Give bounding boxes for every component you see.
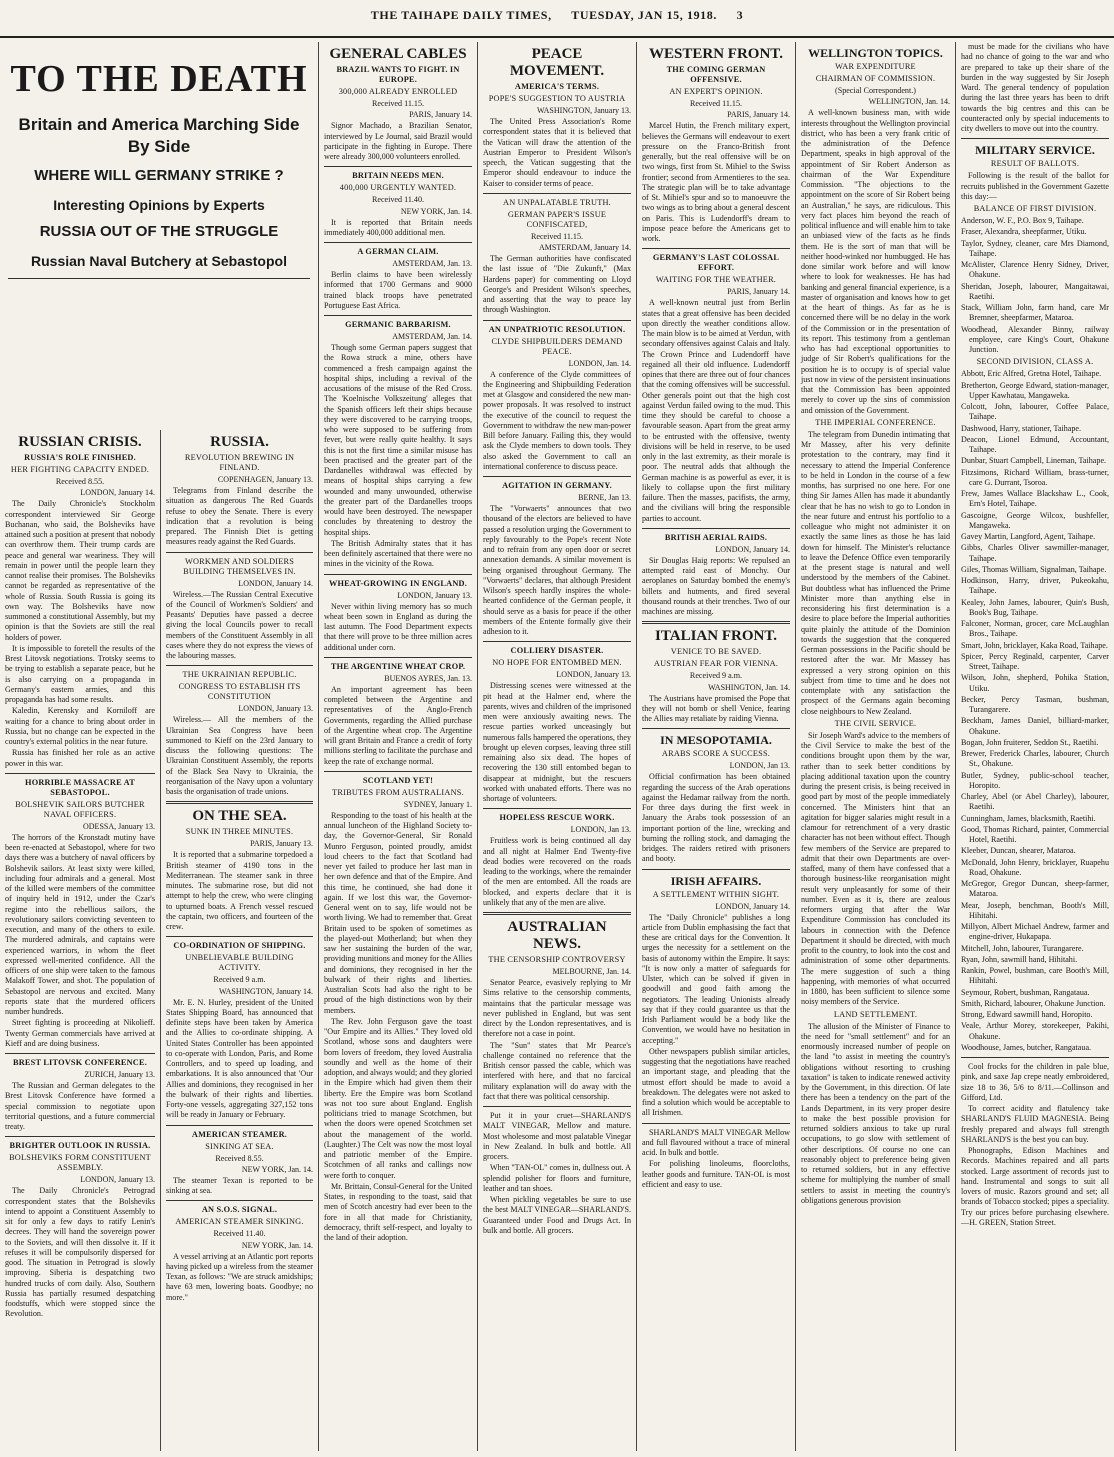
divider bbox=[642, 248, 790, 249]
paragraph: The Daily Chronicle's Stockholm correspondent interviewed Sir George Buchanan, who said, the Bolsheviks have attained such a position at present that nobody can overthrow them. Their trump cards are peace and general war weariness. They will remain in power until the people learn they cannot realise their promises. The Bolsheviks cannot be regarded as representative of the whole of Russia. South Russia is going its own way. The Bolsheviks have now summoned a constitutional Assembly, but my opinion is that the Soviets are still the real holders of power. bbox=[5, 499, 155, 642]
article-heading: GENERAL CABLES bbox=[329, 46, 467, 62]
issue-date: TUESDAY, JAN 15, 1918. bbox=[571, 8, 717, 22]
lead-subhead-5: Russian Naval Butchery at Sebastopol bbox=[31, 253, 287, 269]
ballot-entry: Gavey Martin, Langford, Agent, Taihape. bbox=[961, 532, 1096, 541]
article-heading: IN MESOPOTAMIA. bbox=[660, 733, 772, 748]
paragraph: Sir Douglas Haig reports: We repulsed an attempted raid east of Monchy. Our aeroplanes on Saturday bombed the enemy's billets and hutments, and fired several thousand rounds at their trenches. Two of our machines are missing. bbox=[642, 555, 790, 616]
divider bbox=[642, 1123, 790, 1124]
paragraph: It is reported that a submarine torpedoed a British steamer of 4190 tons in the Mediterranean. The steamer sank in three minutes. The submarine rose, but did not attempt to help the crew, who were clinging to upturned boats. A French vessel rescued the captain, two officers, and fourteen of the crew. bbox=[166, 850, 313, 931]
paragraph: Official confirmation has been obtained regarding the success of the Arab operations against the Hedamar railway from the north. For three days during the first week in January the Arabs took possession of an important portion of the line, wrecking and burning the rolling stock, and damaging the bridges. The raiders retired with prisoners and booty. bbox=[642, 772, 790, 864]
dateline: PARIS, January 14. bbox=[727, 110, 790, 120]
masthead bbox=[0, 8, 1114, 38]
ballot-entry: Seymour, Robert, bushman, Rangataua. bbox=[961, 987, 1090, 997]
article-subheading: CONGRESS TO ESTABLISH ITS CONSTITUTION bbox=[178, 682, 301, 702]
dateline: LONDON, January 14. bbox=[715, 901, 790, 911]
article-subheading: BOLSHEVIKS FORM CONSTITUENT ASSEMBLY. bbox=[9, 1153, 151, 1173]
article-subheading: SUNK IN THREE MINUTES. bbox=[185, 827, 294, 837]
article-subheading: CLYDE SHIPBUILDERS DEMAND PEACE. bbox=[491, 336, 623, 356]
paragraph: The "Vorwaerts" announces that two thousand of the electors are believed to have passed a resolution urging the Government to reply favourably to the Pope's recent Note and to refrain from any open door or secret annexation demands. A similar movement is being organised throughout Germany. The "Vorwaerts" declares, that although President Wilson's speech hardly inspires the whole-hearted confidence of the German people, it should serve as a basis for peace if the other members of the Entente formally give their adhesion to it. bbox=[483, 504, 631, 636]
ballot-entry: Colcott, John, labourer, Coffee Palace, Taihape. bbox=[961, 402, 1109, 422]
paragraph: Signor Machado, a Brazilian Senator, interviewed by Le Journal, said Brazil would participate in the fighting in Europe. There were already 300,000 volunteers enrolled. bbox=[324, 121, 472, 161]
ballot-entry: McAlister, Clarence Henry Sidney, Driver, Ohakune. bbox=[961, 260, 1109, 280]
ballot-entry: Strong, Edward sawmill hand, Horopito. bbox=[961, 1010, 1093, 1019]
paragraph: Never within living memory has so much wheat been sown in England as during the last autumn. The Food Department expects that there will prove to be three million acres additional under corn. bbox=[324, 601, 472, 652]
ballot-entry: Stack, William John, farm hand, care Mr Bremner, sheepfarmer, Mataroa. bbox=[961, 303, 1109, 323]
article-subheading: THE ARGENTINE WHEAT CROP. bbox=[330, 661, 466, 671]
article-subheading: AN UNPATRIOTIC RESOLUTION. bbox=[488, 324, 626, 334]
paragraph: Responding to the toast of his health at the annual luncheon of the Highland Society to-day, the Governor-General, Sir Ronald Munro Ferguson, pointed proudly, amidst loud cheers to the fact that Scotland had never yet failed to produce her last man in her own defence and that of the Empire. And this time, he continued, she had done it again. If we lost this war, the Governor-General went on to say, life would not be worth living. We had to remember that. Great Britain used to be spoken of sometimes as the played-out Motherland; but when they saw her sustaining the burden of the war, providing munitions and money for the Allies and dominions, they recognised in her the bulwark of their rights and liberties. Australian Scots had also the right to be proud of the high distinctions won by their members. bbox=[324, 810, 472, 1015]
article-heading: PEACE MOVEMENT. bbox=[509, 46, 605, 79]
ballot-entry: Mitchell, John, labourer, Turangarere. bbox=[961, 943, 1084, 953]
dateline: NEW YORK, Jan. 14. bbox=[241, 1164, 313, 1174]
dateline: PARIS, January 14. bbox=[727, 287, 790, 297]
paragraph: Sir Joseph Ward's advice to the members of the Civil Service to make the best of the conditions brought upon them by the war, rather than to seek better conditions by placing additional taxation upon the country during the present crisis, is being received in good part by most of the people immediately concerned. The Ministers hint that an agitation for bigger salaries might result in a clamour for retrenchment of a very drastic character has not been without effect. Though few members of the Service are prepared to admit that their own Departments are over-staffed, many of them have confessed that a thorough business-like reorganisation might result very unpleasantly for some of their number. Even as it is, there are zealous reformers urging that after the War Expenditure Commission has concluded its labours in connection with the Defence Department it should be directed, with much profit to the country, to look into the cost and administration of some other departments. The mere suggestion of such a thing happening, with memories of what occurred in 1880, has been sufficient to silence some noisy members of the Service. bbox=[801, 730, 950, 1007]
dateline: LONDON, Jan. 14. bbox=[568, 358, 631, 368]
article-subheading: 300,000 ALREADY ENROLLED bbox=[338, 87, 458, 96]
article-subheading: A GERMAN CLAIM. bbox=[357, 247, 439, 256]
divider bbox=[483, 320, 631, 321]
lead-headline-block bbox=[0, 42, 318, 422]
ballot-entry: Rankin, Powel, bushman, care Booth's Mill, Hihitahi. bbox=[961, 966, 1109, 986]
article-heading: IRISH AFFAIRS. bbox=[670, 873, 762, 888]
article-heading: WELLINGTON TOPICS. bbox=[808, 46, 943, 60]
article-subheading: RUSSIA'S ROLE FINISHED. bbox=[24, 453, 136, 462]
dateline: AMSTERDAM, Jan. 14. bbox=[392, 332, 472, 341]
article-subheading: REVOLUTION BREWING IN FINLAND. bbox=[184, 453, 295, 472]
paragraph: Wireless.— All the members of the Ukrainian Sea Congress have been summoned to Kieff on the 23rd January to discuss the following questions: The Ukrainian Constituent Assembly, the reports of the Black Sea Navy to Ukrainia, the reorganisation of the Navy upon a voluntary basis the organisation of trade unions. bbox=[166, 715, 313, 796]
ballot-list-first-division bbox=[961, 216, 1109, 355]
divider bbox=[961, 138, 1109, 139]
divider bbox=[324, 657, 472, 658]
article-subheading: THE CIVIL SERVICE. bbox=[834, 718, 917, 728]
paragraph: Though some German papers suggest that the Rowa struck a mine, others have commenced a fresh campaign against the hospital ships, including a revival of the accusations of the misuse of the Red Cross. The 'Koelnische Volkszeitung' alleges that the Spanish officers left their ships because they were discovered to be carrying troops, who were supposed to be suffering from fever, but were really quite healthy. It says this is not the first time a similar misuse has been practised and the greater part of the Dardanelles withdrawal was effected by means of hospital ships carrying a few wounded and many unwounded, otherwise the greater part of the Dardanelles troops would have been destroyed. The newspaper concludes by threatening to destroy the hospital ships. bbox=[324, 343, 472, 537]
dateline: LONDON, January 13. bbox=[556, 670, 631, 680]
article-subheading: BRITISH AERIAL RAIDS. bbox=[664, 532, 768, 542]
page-number: 3 bbox=[736, 8, 744, 22]
paragraph: Mr. Brittain, Consul-General for the United States, in responding to the toast, said that men of Scotch ancestry had ever been to the fore in all that made for Christianity, democracy, thrift self-respect, and loyalty to the land of their adoption. bbox=[324, 1181, 472, 1242]
dateline: WASHINGTON, Jan. 14. bbox=[708, 682, 790, 692]
article-subheading: SECOND DIVISION, CLASS A. bbox=[976, 357, 1094, 367]
article-subheading: COLLIERY DISASTER. bbox=[510, 646, 604, 656]
ballot-entry: Smith, Richard, labourer, Ohakune Junction. bbox=[961, 998, 1106, 1008]
article-subheading: BOLSHEVIK SAILORS BUTCHER NAVAL OFFICERS. bbox=[15, 799, 145, 819]
divider bbox=[324, 771, 472, 772]
paragraph: Wireless.—The Russian Central Executive of the Council of Workmen's Soldiers' and Peasants' Deputies have passed a decree giving the local Councils power to recall members of the Constituent Assembly in all cases where they do not express the views of the labouring masses. bbox=[166, 589, 313, 660]
advertisement: To correct acidity and flatulency take SHARLAND'S FLUID MAGNESIA. Being freshly prepared and always full strength SHARLAND'S is the best you can buy. bbox=[961, 1104, 1109, 1144]
paragraph: The "Daily Chronicle" publishes a long article from Dublin emphasising the fact that these are critical days for the Convention. It urges the necessity for a settlement on the basis of autonomy within the Empire. It says: "It is now only a matter of safeguards for Ulster, which can be solved if given in goodwill and good faith among the negotiators. The leading Unionists already say that if they could guarantee us that the Irish Parliament would be a body like the Convention, we would have no hesitation in accepting." bbox=[642, 912, 790, 1045]
article-subheading: SINKING AT SEA. bbox=[205, 1141, 274, 1151]
divider bbox=[483, 476, 631, 477]
paragraph: It is impossible to foretell the results of the Brest Litovsk negotiations. Trotsky seems to be trying to establish a separate peace, but he is also carrying on a propaganda in Germany's eastern armies, and this propaganda has had some results. bbox=[5, 643, 155, 704]
dateline: SYDNEY, January 1. bbox=[403, 799, 472, 809]
paragraph: Russia has finished her role as an active power in this war. bbox=[5, 748, 155, 768]
paragraph: Following is the result of the ballot for recruits published in the Government Gazette this day:— bbox=[961, 171, 1109, 201]
dateline: AMSTERDAM, Jan. 13. bbox=[392, 259, 472, 268]
advertisement: When "TAN-OL" comes in, dullness out. A splendid polisher for floors and furniture, leather and tan shoes. bbox=[483, 1163, 631, 1193]
divider bbox=[166, 936, 313, 937]
article-subheading: HORRIBLE MASSACRE AT SEBASTOPOL. bbox=[25, 777, 135, 797]
article-subheading: A SETTLEMENT WITHIN SIGHT. bbox=[652, 889, 780, 899]
article-subheading: HER FIGHTING CAPACITY ENDED. bbox=[10, 465, 150, 474]
dateline: AMSTERDAM, January 14. bbox=[539, 243, 631, 252]
dateline: LONDON, January 13. bbox=[238, 704, 313, 714]
dateline: WASHINGTON, January 13. bbox=[536, 106, 631, 115]
ballot-entry: Beckham, James Daniel, billiard-marker, Ohakune. bbox=[961, 716, 1109, 736]
dateline: LONDON, January 13. bbox=[80, 1175, 155, 1185]
ballot-entry: Fraser, Alexandra, sheepfarmer, Utiku. bbox=[961, 227, 1087, 237]
paragraph: A well-known neutral just from Berlin states that a great offensive has been decided upon directly the weather conditions allow. The main blow is to be aimed at Verdun, with secondary offensives against Calais and Italy. The Crown Prince and Ludendorff have regained all their old influence. Ludendorff opines that there are three out of four chances that the coming offensives will be successful. Other generals point out that the high cost against Verdun failed owing to the mud. This time they should be careful to choose a favourable season. Apart from the great army to be entrusted with the offensive, twenty divisions will be held in reserve, to be used only in the last extremity, as their morale is poor. The neutral adds that although the German machine is as powerful as ever, it is likely to collapse upon the first military failure. Then the masses, pacifists, the army, and the civilians will bring the responsible parties to account. bbox=[642, 298, 790, 523]
dateline: BERNE, Jan 13. bbox=[578, 493, 631, 502]
article-subheading: WAITING FOR THE WEATHER. bbox=[655, 275, 777, 285]
dateline: BUENOS AYRES, Jan. 13. bbox=[384, 673, 472, 683]
dateline: ODESSA, January 13. bbox=[83, 821, 155, 831]
ballot-entry: Ryan, John, sawmill hand, Hihitahi. bbox=[961, 954, 1078, 964]
divider bbox=[642, 728, 790, 729]
received-note: Received 8.55. bbox=[215, 1153, 264, 1163]
article-subheading: AMERICAN STEAMER SINKING. bbox=[175, 1217, 304, 1227]
ballot-entry: Gascoigne, George Wilcox, bushfeller, Mangaweka. bbox=[961, 510, 1109, 530]
ballot-entry: Abbott, Eric Alfred, Gretna Hotel, Taihape. bbox=[961, 369, 1102, 379]
dateline: PARIS, January 14. bbox=[409, 110, 472, 120]
divider bbox=[8, 278, 310, 279]
article-subheading: 400,000 URGENTLY WANTED. bbox=[339, 183, 457, 193]
dateline: ZURICH, January 13. bbox=[84, 1070, 155, 1079]
paragraph: The United Press Association's Rome correspondent states that it is believed that the Vatican will draw the attention of the Austrian Emperor to President Wilson's speech, the Vatican suggesting that the Emperor should endeavour to induce the Kaiser to consider terms of peace. bbox=[483, 117, 631, 188]
article-subheading: BALANCE OF FIRST DIVISION. bbox=[973, 204, 1097, 213]
received-note: Received 11.15. bbox=[530, 231, 584, 241]
divider bbox=[642, 621, 790, 624]
advertisement: SHARLAND'S MALT VINEGAR Mellow and full flavoured without a trace of mineral acid. In bulk and bottle. bbox=[642, 1127, 790, 1157]
ballot-entry: Deacon, Lionel Edmund, Accountant, Taihape. bbox=[961, 434, 1109, 454]
ballot-entry: Mear, Joseph, benchman, Booth's Mill, Hihitahi. bbox=[961, 900, 1109, 920]
paragraph: The horrors of the Kronstadt mutiny have been re-enacted at Sebastopol, where for two days there was a butchery of naval officers by Bolshevik sailors. At least sixty were killed, including four admirals and a general. Most of the killed were members of the committee of inquiry held in 1912, under the Czar's regime into the rebellious sailors, the revolutionary sailors convicting seventeen to execution, and many of the others to exile. The murdered admirals, and captains were experienced warriors, in whom the fleet expressed well-merited confidence. All the officers of one ship were taken to the famous Malakoff Tower, and shot. The population of Sebastopol are nervous and excited. Many reports state that the murdered officers number hundreds. bbox=[5, 832, 155, 1016]
ballot-entry: Gibbs, Charles Oliver sawmiller-manager, Taihape. bbox=[961, 543, 1109, 563]
article-subheading: AN UNPALATABLE TRUTH. bbox=[503, 197, 611, 207]
column-3 bbox=[318, 42, 477, 1451]
article-subheading: HOPELESS RESCUE WORK. bbox=[499, 813, 615, 823]
dateline: LONDON, January 14. bbox=[238, 578, 313, 588]
article-subheading: WORKMEN AND SOLDIERS BUILDING THEMSELVES IN. bbox=[183, 556, 296, 576]
article-subheading: THE COMING GERMAN OFFENSIVE. bbox=[666, 65, 766, 84]
advertisement: When pickling vegetables be sure to use the best MALT VINEGAR—SHARLAND'S. Guaranteed under Food and Drugs Act. In bulk and bottle. All grocers. bbox=[483, 1195, 631, 1235]
article-subheading: CO-ORDINATION OF SHIPPING. bbox=[173, 941, 306, 951]
ballot-entry: Spicer, Percy Reginald, carpenter, Carver Street, Taihape. bbox=[961, 651, 1109, 671]
article-subheading: POPE'S SUGGESTION TO AUSTRIA bbox=[488, 94, 626, 103]
paragraph: Berlin claims to have been wirelessly informed that 1700 Germans and 9000 trained black troops have penetrated Portuguese East Africa. bbox=[324, 270, 472, 310]
article-subheading: AMERICA'S TERMS. bbox=[514, 82, 600, 91]
paragraph: Mr. E. N. Hurley, president of the United States Shipping Board, has announced that definite steps have been taken by America and the Allies to co-ordinate shipping. A United States Controller has been appointed to co-operate with London, Paris, and Rome Controllers, and to speed up loading, and embarkations. It is also announced that 'Our Allies and dominions, they recognised in her the bulwark of their rights and liberties. Forty-one vessels, aggregating 327,152 tons will be ready in January or February. bbox=[166, 997, 313, 1120]
ballot-entry: McGregor, Gregor Duncan, sheep-farmer, Mataroa. bbox=[961, 879, 1109, 899]
ballot-entry: Brewer, Frederick Charles, labourer, Church St., Ohakune. bbox=[961, 749, 1109, 769]
article-heading: AUSTRALIAN NEWS. bbox=[507, 919, 607, 952]
divider bbox=[324, 315, 472, 316]
paragraph: The allusion of the Minister of Finance to the need for "small settlement" and for an enormously increased number of people on the land "to assist in meeting the country's obligations without resorting to crushing taxation" is taken to indicate renewed activity by the Government, in this direction. Of late there has been a tendency on the part of the Lands Department, in its very proper desire to make the best possible provision for returned soldiers anxious to take up rural occupations, to go slow with settlement of other descriptions. Of course no one can reasonably object to preference being given to returned soldiers, but in any effective scheme for multiplying the number of small settlers to assist in meeting the country's obligations generous provision bbox=[801, 1021, 950, 1205]
ballot-entry: Anderson, W. F., P.O. Box 9, Taihape. bbox=[961, 216, 1084, 225]
ballot-entry: Woodhouse, James, butcher, Rangataua. bbox=[961, 1042, 1092, 1052]
lead-subhead-1: Britain and America Marching Side By Side bbox=[18, 115, 300, 156]
paragraph: The Austrians have promised the Pope that they will not bomb or shell Venice, fearing the Allies may retaliate by raiding Vienna. bbox=[642, 693, 790, 723]
paragraph: Telegrams from Finland describe the situation as dangerous The Red Guards refuse to obey the Senate. There is every indication that a revolution is being prepared. The Finnish Diet is getting measures ready against the Red Guards. bbox=[166, 486, 313, 547]
article-subheading: VENICE TO BE SAVED. bbox=[670, 647, 762, 657]
paper-name: THE TAIHAPE DAILY TIMES, bbox=[370, 8, 552, 22]
article-subheading: WHEAT-GROWING IN ENGLAND. bbox=[329, 578, 467, 588]
advertisement: Cool frocks for the children in pale blue, pink, and saxe Jap crepe neatly embroidered, size 18 to 36, 5/6 to 8/11.—Collinson and Gifford, Ltd. bbox=[961, 1062, 1109, 1102]
article-heading: WESTERN FRONT. bbox=[649, 46, 783, 62]
paragraph: A vessel arriving at an Atlantic port reports having picked up a wireless from the steamer Texan, as follows: "We are struck amidships; have 63 men, lowering boats. Goodbye; no more." bbox=[166, 1251, 313, 1302]
article-subheading: THE CENSORSHIP CONTROVERSY bbox=[488, 955, 626, 964]
dateline: WASHINGTON, January 14. bbox=[218, 986, 313, 996]
dateline: LONDON, January 13. bbox=[397, 590, 472, 600]
column-4 bbox=[477, 42, 636, 1451]
divider bbox=[483, 1106, 631, 1107]
article-heading: MILITARY SERVICE. bbox=[975, 143, 1095, 158]
dateline: PARIS, January 13. bbox=[250, 839, 313, 849]
ballot-entry: McDonald, John Henry, bricklayer, Ruapehu Road, Ohakune. bbox=[961, 857, 1109, 877]
advertisement: Phonographs, Edison Machines and Records. Machines repaired and all parts stocked. Large assortment of records just to hand. Instrumental and songs to suit all lovers of music. Razors ground and set; all brands of Tobacco stocked; pipes a speciality. Try our prices before purchasing elsewhere.—H. GREEN, Station Street. bbox=[961, 1146, 1109, 1227]
divider bbox=[5, 773, 155, 774]
dateline: MELBOURNE, Jan. 14. bbox=[552, 967, 631, 976]
article-heading: ITALIAN FRONT. bbox=[655, 628, 777, 645]
paragraph: It is reported that Britain needs immediately 400,000 additional men. bbox=[324, 217, 472, 237]
article-subheading: AGITATION IN GERMANY. bbox=[502, 481, 612, 490]
received-note: Received 11.40. bbox=[213, 1229, 266, 1239]
paragraph: The "Sun" states that Mr Pearce's challenge contained no reference that the British censor passed the cable, which was interfered with here, and that no farcical military explanation will do away with the fact that there was political censorship. bbox=[483, 1040, 631, 1101]
article-subheading: AN EXPERT'S OPINION. bbox=[669, 87, 763, 96]
article-subheading: GERMAN PAPER'S ISSUE CONFISCATED, bbox=[507, 209, 607, 229]
paragraph: The Daily Chronicle's Petrograd correspondent states that the Bolsheviks intend to appoint a Constituent Assembly to sit for only a few days to ratify Lenin's decrees. They will hand the sovereign power to the Soviets, and will then dissolve it. If it refuses it will be compulsorily dispersed for good. The situation in Petrograd is slowly improving. Siberia is despatching two hundred trucks of corn daily. Also, Southern Russia has partially resumed despatching foodstuffs, which were stopped since the Revolution. bbox=[5, 1186, 155, 1319]
dateline: LONDON, Jan 13. bbox=[570, 825, 631, 835]
dateline: LONDON, January 14. bbox=[715, 544, 790, 554]
ballot-entry: Millyon, Albert Michael Andrew, farmer and engine-driver, Hukapapa. bbox=[961, 922, 1109, 942]
paragraph: The Russian and German delegates to the Brest Litovsk Conference have formed a special commission to negotiate upon territorial questions, and a future commercial treaty. bbox=[5, 1081, 155, 1131]
paragraph: must be made for the civilians who have had no chance of going to the war and who are prepared to take up their share of the burden in the way suggested by Sir Joseph Ward. The general tendency of population during the last three years has been to drift towards the big centres and this can be counteracted only by special inducements to city dwellers to move out into the country. bbox=[961, 42, 1109, 133]
article-subheading: NO HOPE FOR ENTOMBED MEN. bbox=[492, 658, 622, 668]
received-note: Received 8.55. bbox=[55, 477, 105, 486]
article-subheading: ARABS SCORE A SUCCESS. bbox=[661, 749, 771, 759]
column-5 bbox=[636, 42, 795, 1451]
article-subheading: BRIGHTER OUTLOOK IN RUSSIA. bbox=[9, 1141, 151, 1151]
column-2 bbox=[160, 430, 318, 1451]
divider bbox=[324, 574, 472, 575]
paragraph: Distressing scenes were witnessed at the pit head at the Halmer end, where the parents, wives and children of the imprisoned men were anxiously awaiting news. The rescue parties worked unceasingly but numerous falls hampered the operations, they brought up eleven corpses, leaving three still remaining also six dead. The hopes of recovering the 130 still entombed began to disappear at midnight, but the rescuers worked with unabated efforts. There was no shortage of volunteers. bbox=[483, 681, 631, 803]
ballot-entry: Sheridan, Joseph, labourer, Mangaitawai, Raetihi. bbox=[961, 281, 1109, 301]
ballot-entry: Fitzsimons, Richard William, brass-turner, care G. Durrant, Tsoroa. bbox=[961, 467, 1109, 487]
divider bbox=[483, 808, 631, 809]
ballot-entry: Wilson, John, shepherd, Pohika Station, Utiku. bbox=[961, 673, 1109, 693]
dateline: LONDON, January 14. bbox=[80, 488, 155, 498]
lead-subhead-3: Interesting Opinions by Experts bbox=[53, 197, 265, 213]
column-1 bbox=[0, 430, 160, 1451]
ballot-entry: Charley, Abel (or Abel Charley), labourer, Raetihi. bbox=[961, 792, 1109, 812]
ballot-entry: Frew, James Wallace Blackshaw L., Cook, Ern's Hotel, Taihape. bbox=[961, 489, 1109, 509]
paragraph: The German authorities have confiscated the last issue of "Die Zukunft," (Max Hardens paper) for commenting on Lloyd George's and President Wilson's speeches, and asserting that the way to peace lay through Washington. bbox=[483, 254, 631, 315]
lead-headline: TO THE DEATH bbox=[10, 58, 308, 100]
ballot-entry: Kealey, John James, labourer, Quin's Bush, Book's Bug, Taihape. bbox=[961, 597, 1109, 617]
divider bbox=[166, 1125, 313, 1126]
ballot-entry: Taylor, Sydney, cleaner, care Mrs Diamond, Taihape. bbox=[961, 238, 1109, 258]
lead-subhead-2: WHERE WILL GERMANY STRIKE ? bbox=[34, 167, 284, 184]
article-subheading: BRAZIL WANTS TO FIGHT. IN EUROPE. bbox=[336, 65, 460, 84]
article-subheading: SCOTLAND YET! bbox=[362, 775, 434, 785]
article-heading: RUSSIA. bbox=[210, 434, 269, 450]
paragraph: The telegram from Dunedin intimating that Mr Massey, after his very definite protestation to the contrary, may find it necessary to attend the Imperial Conference to be held in London in the course of a few months, has surprised no one here. For one thing Sir James Allen has made it abundantly clear that he has no wish to go to London in the near future and entrust his portfolio to a colleague who might not administer it on exactly the same lines as those he has laid down for himself. The Minister's reluctance to leave the Defence Office even temporarily at the present stage is natural and well understood by the members of the Cabinet. But doubtless what has influenced the Prime Minister more than anything else in reconsidering his first determination is a desire to place before the Imperial authorities quite plainly the attitude of the Dominion towards the suggestion that the conquered German possessions in the Pacific should be restored after the war. Mr Massey has expressed a very strong opinion on this subject from time to time and he does not contemplate with any satisfaction the prospect of the Germans again becoming close neighbours to New Zealand. bbox=[801, 429, 950, 716]
received-note: Received 9 a.m. bbox=[689, 671, 743, 681]
paragraph: Street fighting is proceeding at Nikolieff. Twenty German commercials have arrived at Kieff and are doing business. bbox=[5, 1018, 155, 1048]
article-subheading: UNBELIEVABLE BUILDING ACTIVITY. bbox=[185, 953, 294, 973]
divider bbox=[961, 1057, 1109, 1058]
ballot-entry: Good, Thomas Richard, painter, Commercial Hotel, Raetihi. bbox=[961, 824, 1109, 844]
ballot-entry: Dunbar, Stuart Campbell, Lineman, Taihape. bbox=[961, 456, 1107, 466]
dateline: NEW YORK, Jan. 14. bbox=[400, 206, 472, 216]
paragraph: A conference of the Clyde committees of the Engineering and Shipbuilding Federation met at Glasgow and considered the new man-power proposals. It was resolved to instruct the executive of the council to request the Government to withdraw the new man-power Bill before January. Failing this, they would ask the Clyde members to down tools. They also asked the Government to call an international conference to discuss peace. bbox=[483, 369, 631, 471]
article-subheading: AUSTRIAN FEAR FOR VIENNA. bbox=[653, 659, 779, 669]
advertisement: Put it in your cruet—SHARLAND'S MALT VINEGAR, Mellow and mature. Most wholesome and most palatable Vinegar in New Zealand. In bulk and bottle. All grocers. bbox=[483, 1111, 631, 1161]
divider bbox=[642, 528, 790, 529]
ballot-entry: Bogan, John fruiterer, Seddon St., Raetihi. bbox=[961, 737, 1099, 747]
dateline: NEW YORK, Jan. 14. bbox=[241, 1240, 313, 1250]
ballot-entry: Hodkinson, Harry, driver, Pukeokahu, Taihape. bbox=[961, 576, 1109, 596]
paragraph: An important agreement has been completed between the Argentine and representatives of the Anglo-French Governments, regarding the Allied purchase of the Argentine wheat crop. The Argentine will grant Britain and France a credit of forty millions sterling to facilitate the purchase and keep the rate of exchange normal. bbox=[324, 684, 472, 766]
paragraph: The Rev. John Ferguson gave the toast "Our Empire and its Allies." They loved old Scotland, whose sons and daughters were born lovers of freedom, they loved Australia soundly and well as the home of their adoption, and always would; and they gloried in the Empire which had given them their liberty. Ere the Empire was born Scotland was not too sure about England. English politicians tried to manage Scotchmen, but when the doors were opened Scotchmen set about the management of the world. (Laughter.) The Celt was now the most loyal and patriotic member of the Empire. Scotchmen of all ranks and callings now were forth to conquer. bbox=[324, 1016, 472, 1180]
article-subheading: GERMANY'S LAST COLOSSAL EFFORT. bbox=[652, 253, 780, 273]
article-subheading: BREST LITOVSK CONFERENCE. bbox=[12, 1058, 148, 1067]
received-note: Received 9 a.m. bbox=[213, 975, 266, 985]
ballot-entry: Dashwood, Harry, stationer, Taihape. bbox=[961, 423, 1082, 433]
article-subheading: LAND SETTLEMENT. bbox=[833, 1009, 918, 1019]
article-subheading: AN S.O.S. SIGNAL. bbox=[201, 1205, 278, 1215]
received-note: Received 11.15. bbox=[689, 99, 743, 108]
divider bbox=[166, 1200, 313, 1201]
divider bbox=[166, 801, 313, 804]
divider bbox=[642, 869, 790, 870]
ballot-entry: Veale, Arthur Morey, storekeeper, Pakihi, Ohakune. bbox=[961, 1021, 1109, 1041]
paragraph: Marcel Hutin, the French military expert, believes the Germans will endeavour to exert pressure on the Franco-British front generally, but the real offensive will be on two wings, first from St. Mihiel to the Swiss frontier; second from Armentieres to the sea. The strategic plan will be to take advantage of St. Mihiel's spur and so to manoeuvre the two wings as to bring about a general descent on Paris. This is Ludendorff's dream to impose peace before the Americans get to work. bbox=[642, 121, 790, 243]
received-note: Received 11.15. bbox=[371, 99, 425, 108]
divider bbox=[166, 665, 313, 666]
divider bbox=[5, 1136, 155, 1137]
paragraph: Fruitless work is being continued all day and all night at Halmer End Twenty-five dead bodies were recovered on the roads leading to the workings, where the remainder of the men are entombed. All the roads are blocked, and experts declare that it is unlikely that any of the men are alive. bbox=[483, 836, 631, 907]
ballot-entry: Cunningham, James, blacksmith, Raetihi. bbox=[961, 813, 1096, 823]
paragraph: A well-known business man, with wide interests throughout the Wellington provincial district, who has been a very frank critic of the administration of the Defence Department, speaks in high approval of the appointment of Sir Robert Anderson as chairman of the War Expenditure Commission. "The objections to the appointment on the score of Sir Robert being an Australian," he says, are ridiculous. This very fact places him beyond the reach of political influence and will enable him to take an unbiased view of the facts as he finds them. He is the sort of man that will be neither hood-winked nor humbugged. He has done similar work before and will know where to look for weaknesses. He has had banking and general financial experience, is a master of organisation and knows how to get at the heart of things. As far as he is concerned there will be no delay in the work of the Commission or in the presentation of its report. This testimony from a gentleman who has had exceptional opportunities to judge of Sir Robert's qualifications for the position he is to occupy is of special value just now in view of the persistent insinuations that the Commission has been appointed merely to cover up the sins of commission and omission of the Government. bbox=[801, 108, 950, 415]
paragraph: The British Admiralty states that it has been definitely ascertained that there were no mines in the vicinity of the Rowa. bbox=[324, 538, 472, 569]
lead-subhead-4: RUSSIA OUT OF THE STRUGGLE bbox=[39, 223, 279, 240]
paragraph: Senator Pearce, evasively replying to Mr Sims relative to the censorship comments, maintains that the particular message was never published in England, but was sent direct by the London representatives, and is therefore not a case in point. bbox=[483, 978, 631, 1039]
article-subheading: GERMANIC BARBARISM. bbox=[345, 320, 451, 329]
advertisement: For polishing linoleums, floorcloths, leather goods and furniture. TAN-OL is most efficient and easy to use. bbox=[642, 1159, 790, 1189]
ballot-entry: Woodhead, Alexander Binny, railway employee, care King's Court, Ohakune Junction. bbox=[961, 324, 1109, 354]
ballot-list-second-division bbox=[961, 369, 1109, 1053]
divider bbox=[324, 242, 472, 243]
ballot-entry: Butler, Sydney, public-school teacher, Horopito. bbox=[961, 770, 1109, 790]
paragraph: Kaledin, Kerensky and Korniloff are waiting for a chance to bring about order in Russia, but no change can be expected in the country's external politics in the near future. bbox=[5, 706, 155, 746]
ballot-entry: Bretherton, George Edward, station-manager, Upper Kawhatau, Mangaweka. bbox=[961, 380, 1109, 400]
article-heading: RUSSIAN CRISIS. bbox=[18, 434, 142, 450]
article-subheading: AMERICAN STEAMER. bbox=[191, 1129, 288, 1139]
article-heading: ON THE SEA. bbox=[192, 808, 287, 825]
column-7 bbox=[955, 42, 1114, 1451]
byline: (Special Correspondent.) bbox=[835, 86, 916, 95]
divider bbox=[483, 193, 631, 194]
ballot-entry: Kleeber, Duncan, shearer, Mataroa. bbox=[961, 846, 1076, 856]
dateline: COPENHAGEN, January 13. bbox=[217, 475, 313, 484]
article-subheading: THE UKRAINIAN REPUBLIC. bbox=[182, 670, 297, 680]
article-subheading: BRITAIN NEEDS MEN. bbox=[352, 171, 444, 181]
ballot-entry: Falconer, Norman, grocer, care McLaughlan Bros., Taihape. bbox=[961, 619, 1109, 639]
article-subheading: WAR EXPENDITURE bbox=[835, 62, 916, 71]
paragraph: Other newspapers publish similar articles, suggesting that the negotiations have reached an important stage, and pleading that the utmost effort should be made to avoid a breakdown. The delegates were not asked to find a solution which would be acceptable to all Irishmen. bbox=[642, 1046, 790, 1118]
divider bbox=[483, 641, 631, 642]
dateline: WELLINGTON, Jan. 14. bbox=[868, 97, 950, 107]
divider bbox=[324, 166, 472, 167]
ballot-entry: Giles, Thomas William, Signalman, Taihape. bbox=[961, 564, 1107, 574]
ballot-entry: Smart, John, bricklayer, Kaka Road, Taihape. bbox=[961, 640, 1108, 650]
article-subheading: RESULT OF BALLOTS. bbox=[990, 159, 1080, 169]
article-subheading: TRIBUTES FROM AUSTRALIANS. bbox=[332, 787, 464, 797]
ballot-entry: Becker, Percy Tasman, bushman, Turangarere. bbox=[961, 694, 1109, 714]
received-note: Received 11.40. bbox=[371, 195, 425, 205]
divider bbox=[483, 912, 631, 915]
article-subheading: CHAIRMAN OF COMMISSION. bbox=[815, 74, 936, 83]
dateline: LONDON, Jan 13. bbox=[729, 761, 790, 771]
divider bbox=[5, 1053, 155, 1054]
article-subheading: THE IMPERIAL CONFERENCE. bbox=[815, 417, 936, 427]
divider bbox=[166, 552, 313, 553]
column-6 bbox=[795, 42, 955, 1451]
paragraph: The steamer Texan is reported to be sinking at sea. bbox=[166, 1175, 313, 1195]
